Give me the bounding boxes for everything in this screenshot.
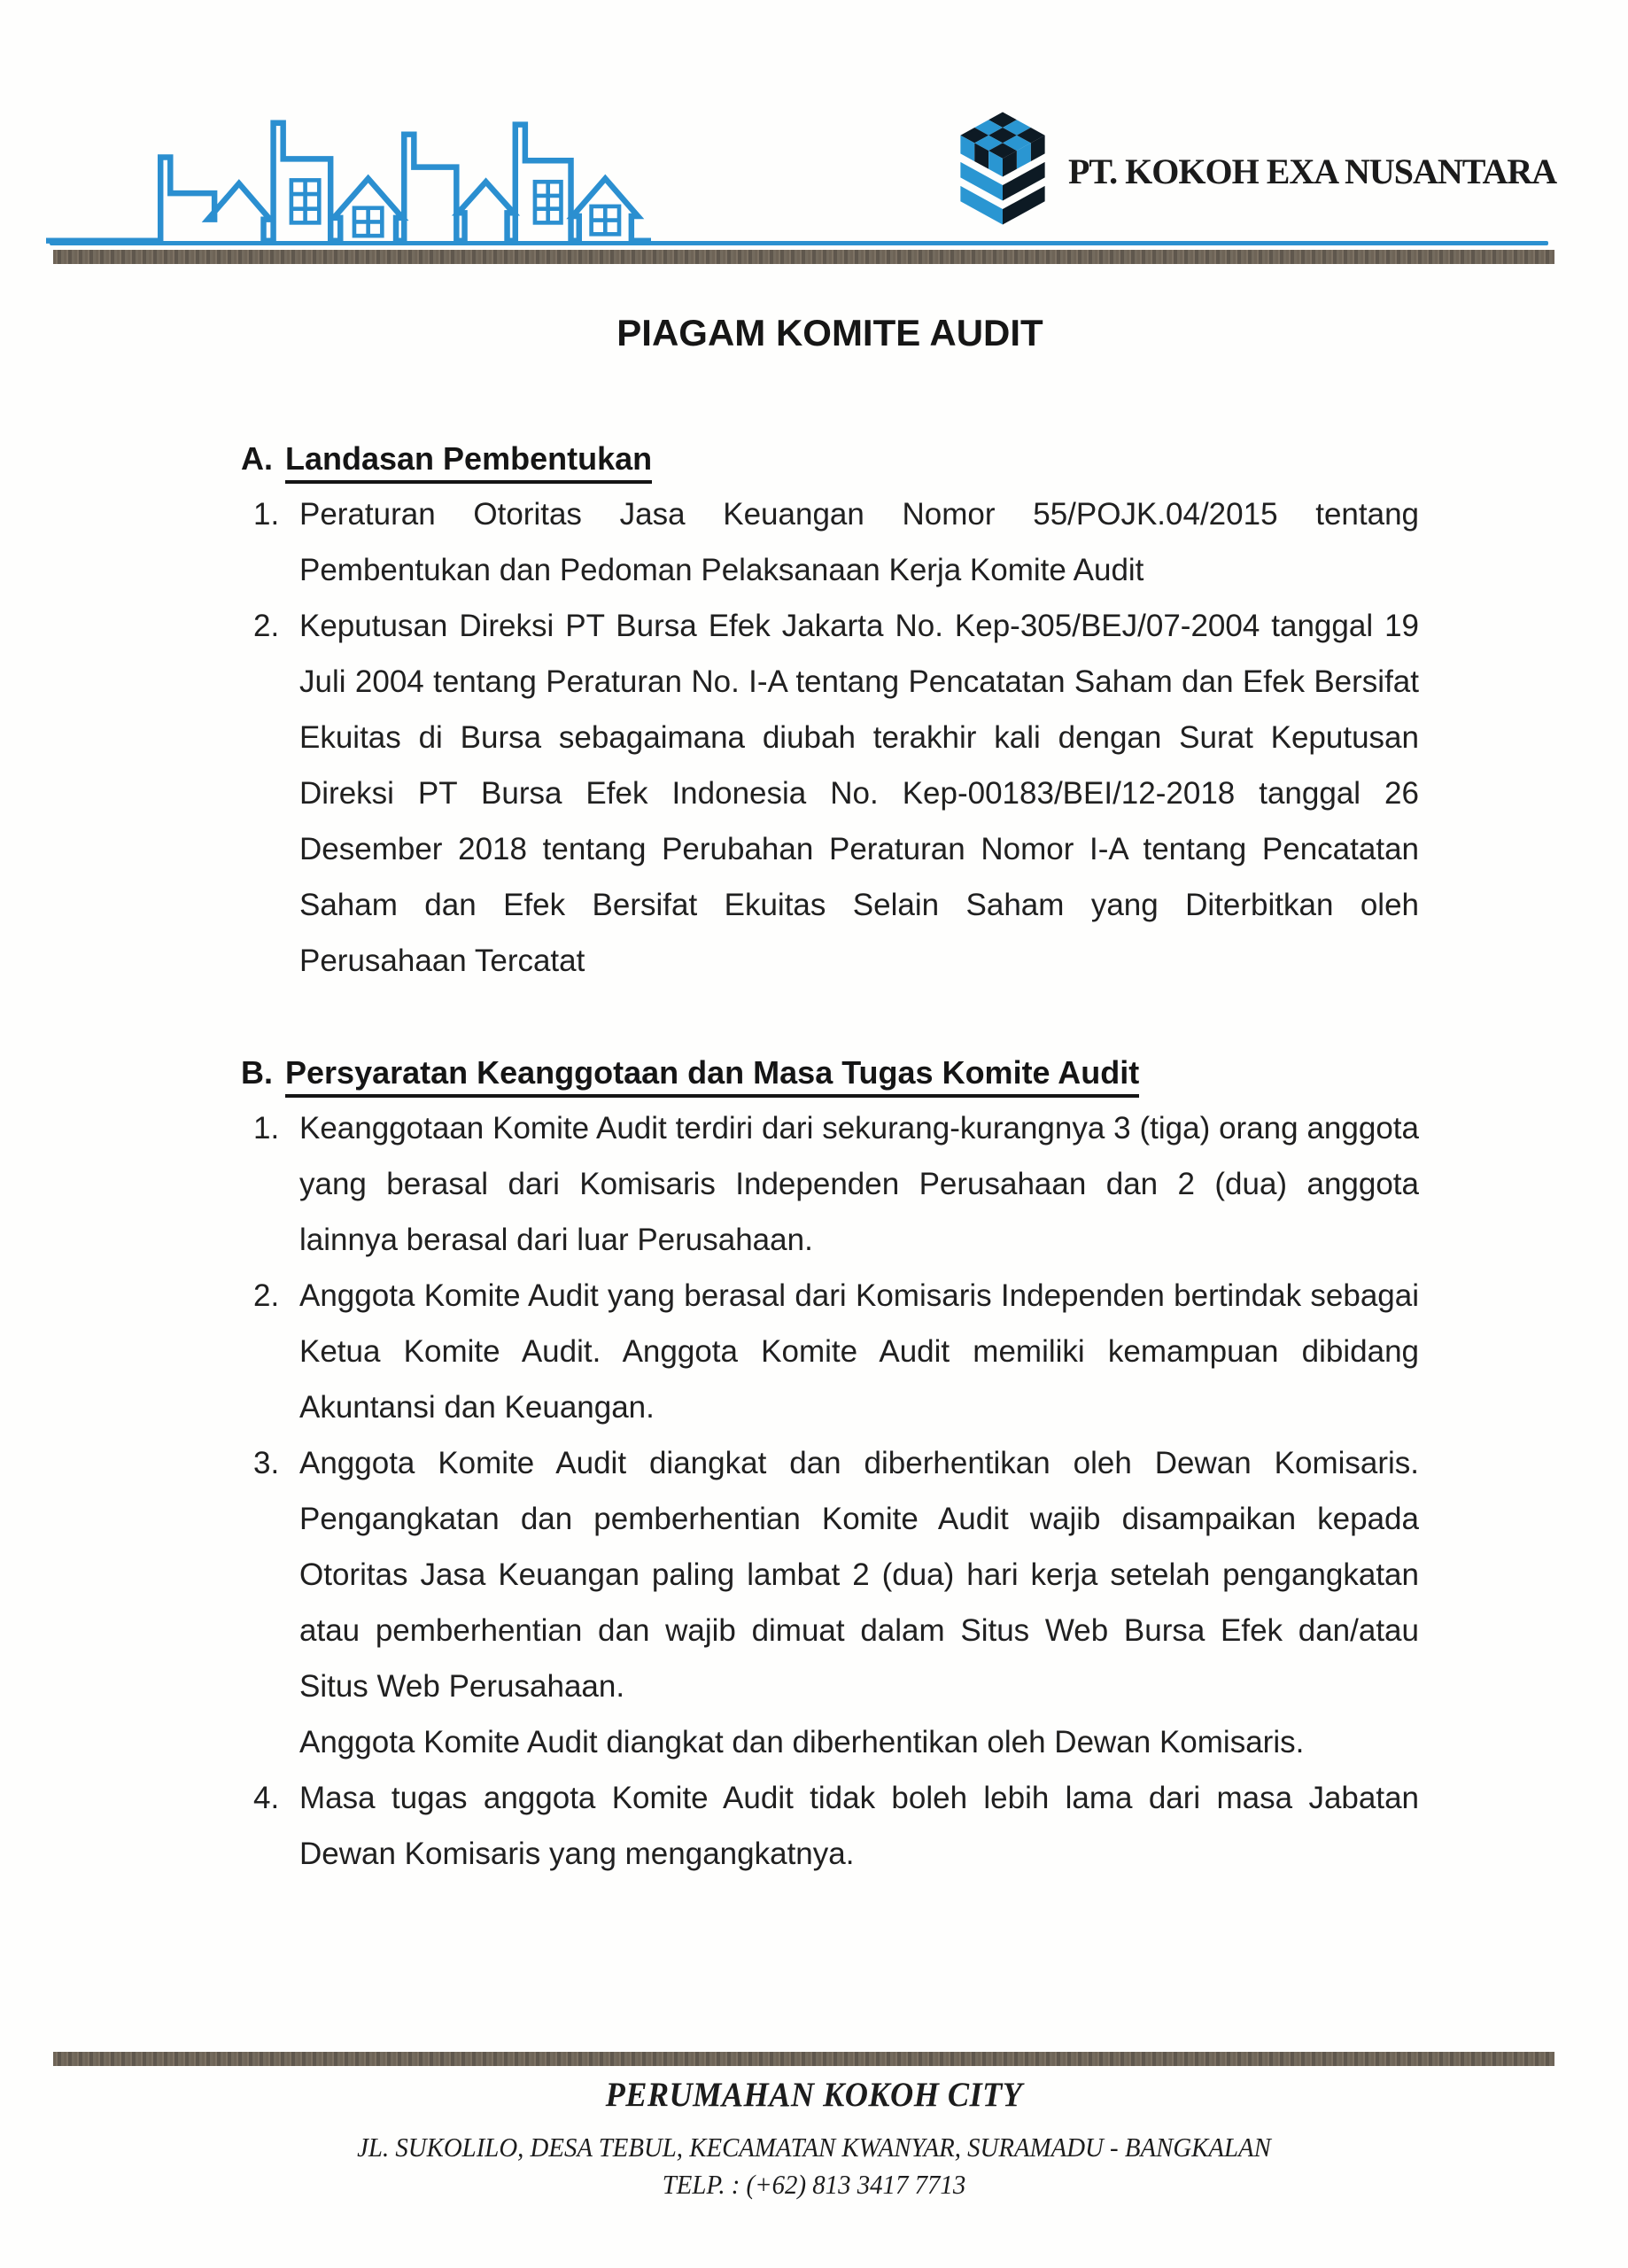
footer-estate-name: PERUMAHAN KOKOH CITY	[605, 2076, 1023, 2114]
section-letter: A.	[241, 440, 273, 477]
list-item	[241, 1268, 1419, 1435]
header-accent-line	[50, 241, 1548, 245]
footer-phone: TELP. : (+62) 813 3417 7713	[662, 2169, 966, 2200]
section-landasan-pembentukan	[241, 431, 1419, 989]
section-heading	[241, 1045, 1419, 1100]
list-item-number: 4.	[253, 1781, 280, 1815]
page-title: PIAGAM KOMITE AUDIT	[616, 312, 1043, 353]
list-item-text: Keputusan Direksi PT Bursa Efek Jakarta No. Kep-305/BEJ/07-2004 tanggal 19 Juli 2004 tentang Peraturan No. I-A tentang Pencatatan Saham dan Efek Bersifat Ekuitas di Bursa sebagaimana diubah terakhir kali dengan Surat Keputusan Direksi PT Bursa Efek Indonesia No. Kep-00183/BEI/12-2018 tanggal 26 Desember 2018 tentang Perubahan Peraturan Nomor I-A tentang Pencatatan Saham dan Efek Bersifat Ekuitas Selain Saham yang Diterbitkan oleh Perusahaan Tercatat	[299, 609, 1419, 978]
document-body	[241, 312, 1419, 1882]
list-item-note: Anggota Komite Audit diangkat dan diberhentikan oleh Dewan Komisaris.	[299, 1725, 1305, 1759]
header-divider-bar	[53, 250, 1554, 264]
list-item-number: 1.	[253, 497, 280, 532]
section-persyaratan-keanggotaan	[241, 1045, 1419, 1882]
list-item-number: 2.	[253, 1278, 280, 1313]
footer-divider-bar	[53, 2052, 1554, 2066]
list-item-text: Peraturan Otoritas Jasa Keuangan Nomor 55/POJK.04/2015 tentang Pembentukan dan Pedoman Pelaksanaan Kerja Komite Audit	[299, 497, 1419, 587]
list-item-number: 3.	[253, 1446, 280, 1480]
list-item-text: Keanggotaan Komite Audit terdiri dari sekurang-kurangnya 3 (tiga) orang anggota yang berasal dari Komisaris Independen Perusahaan dan 2 (dua) anggota lainnya berasal dari luar Perusahaan.	[299, 1111, 1419, 1257]
list-item	[241, 1435, 1419, 1770]
section-letter: B.	[241, 1054, 273, 1091]
company-name: PT. KOKOH EXA NUSANTARA	[1068, 151, 1557, 191]
list-item	[241, 1770, 1419, 1882]
section-heading-text: Persyaratan Keanggotaan dan Masa Tugas Komite Audit	[285, 1053, 1139, 1098]
list-item	[241, 1100, 1419, 1268]
city-skyline-icon	[46, 89, 651, 248]
section-heading	[241, 431, 1419, 486]
list-item-number: 2.	[253, 609, 280, 643]
list-item-text: Anggota Komite Audit yang berasal dari Komisaris Independen bertindak sebagai Ketua Komite Audit. Anggota Komite Audit memiliki kemampuan dibidang Akuntansi dan Keuangan.	[299, 1278, 1419, 1425]
list-item	[241, 486, 1419, 598]
company-logo-icon	[958, 110, 1047, 227]
section-heading-text: Landasan Pembentukan	[285, 439, 652, 484]
list-item-text: Anggota Komite Audit diangkat dan diberhentikan oleh Dewan Komisaris. Pengangkatan dan pemberhentian Komite Audit wajib disampaikan kepada Otoritas Jasa Keuangan paling lambat 2 (dua) hari kerja setelah pengangkatan atau pemberhentian dan wajib dimuat dalam Situs Web Bursa Efek dan/atau Situs Web Perusahaan.	[299, 1446, 1419, 1704]
list-item-text: Masa tugas anggota Komite Audit tidak boleh lebih lama dari masa Jabatan Dewan Komisaris yang mengangkatnya.	[299, 1781, 1419, 1871]
footer-address: JL. SUKOLILO, DESA TEBUL, KECAMATAN KWANYAR, SURAMADU - BANGKALAN	[357, 2132, 1271, 2163]
list-item-number: 1.	[253, 1111, 280, 1146]
list-item	[241, 598, 1419, 989]
